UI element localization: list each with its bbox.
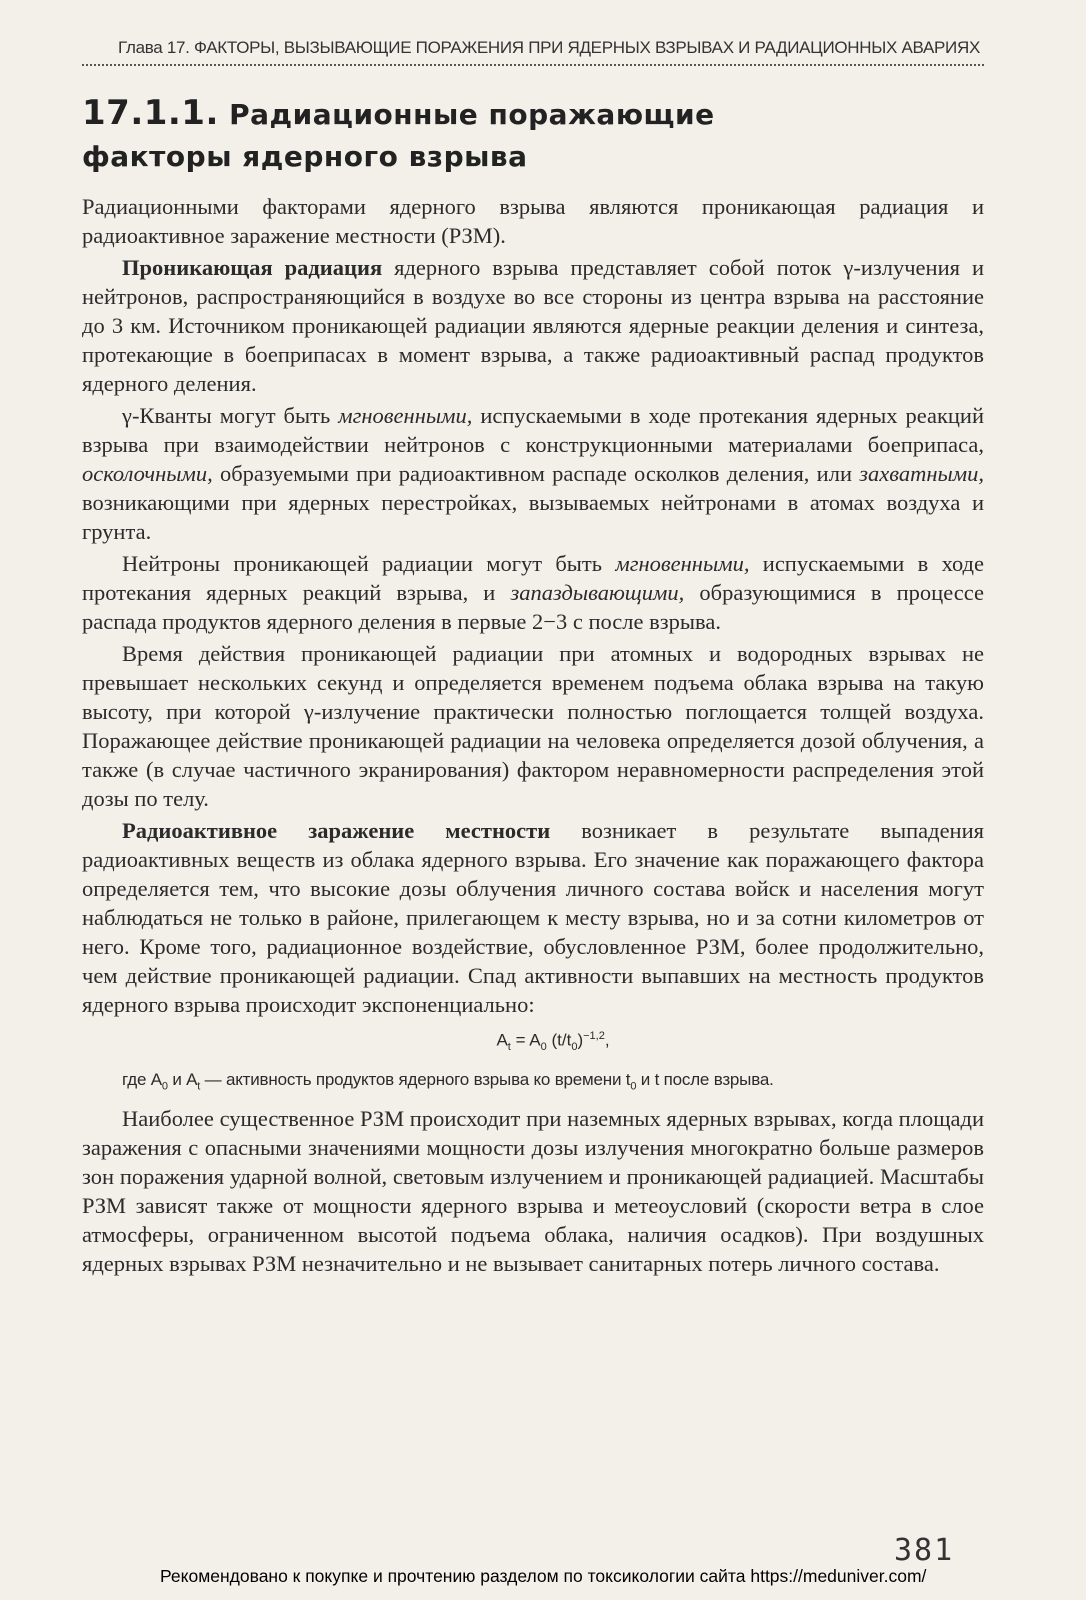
body-text [82, 192, 984, 1281]
term-capture: захватными, [859, 461, 984, 486]
formula-legend [82, 1065, 984, 1101]
running-head: Глава 17. ФАКТОРЫ, ВЫЗЫВАЮЩИЕ ПОРАЖЕНИЯ ПРИ ЯДЕРНЫХ ВЗРЫВАХ И РАДИАЦИОННЫХ АВАРИЯХ [118, 38, 980, 57]
formula-sub: t [507, 1041, 511, 1054]
formula-sub: 0 [540, 1041, 547, 1054]
paragraph-text: ядерного взрыва представляет собой поток γ-излучения и нейтронов, распространяющийся в воздухе во все стороны из центра взрыва на расстояние до 3 км. Источником проникающей радиации являются ядерные реакции деления и синтеза, протекающие в боеприпасах в момент взрыва, а также радиоактивный распад продуктов ядерного деления. [82, 255, 984, 396]
paragraph-text: испускаемыми в ходе протекания ядерных реакций взрыва при взаимодействии нейтронов с конструкционными материалами боеприпаса, [82, 403, 984, 457]
paragraph-ground-bursts: Наиболее существенное РЗМ происходит при наземных ядерных взрывах, когда площади заражения с опасными значениями мощности дозы излучения многократно больше размеров зон поражения ударной волной, световым излучением и проникающей радиацией. Масштабы РЗМ зависят также от мощности ядерного взрыва и метеоусловий (скорости ветра в слое атмосферы, ограниченном высотой подъема облака, наличия осадков). При воздушных ядерных взрывах РЗМ незначительно и не вызывает санитарных потерь личного состава. [82, 1106, 984, 1277]
section-number: 17.1.1. [82, 93, 219, 133]
paragraph-text: возникающими при ядерных перестройках, вызываемых нейтронами в атомах воздуха и грунта. [82, 490, 984, 544]
formula-part: A [496, 1030, 508, 1050]
page-number: 381 [894, 1533, 955, 1568]
footer-note: Рекомендовано к покупке и прочтению разделом по токсикологии сайта https://meduniver.com/ [160, 1566, 927, 1586]
term-contamination: Радиоактивное заражение местности [122, 818, 551, 843]
formula-part: ) [577, 1030, 584, 1050]
paragraph-text: γ-Кванты могут быть [122, 403, 339, 428]
term-fragment: осколочными, [82, 461, 213, 486]
paragraph-intro: Радиационными факторами ядерного взрыва являются проникающая радиация и радиоактивное заражение местности (РЗМ). [82, 194, 984, 248]
formula-sub: 0 [571, 1041, 578, 1054]
legend-sub: t [197, 1080, 201, 1093]
decay-formula [82, 1022, 984, 1062]
term-instant: мгновенными, [338, 403, 473, 428]
paragraph-neutrons [82, 549, 984, 636]
paragraph-text: возникает в результате выпадения радиоактивных веществ из облака ядерного взрыва. Его значение как поражающего фактора определяется тем, что высокие дозы облучения личного состава войск и населения могут наблюдаться не только в районе, прилегающем к месту взрыва, но и за сотни километров от него. Кроме того, радиационное воздействие, обусловленное РЗМ, более продолжительно, чем действие проникающей радиации. Спад активности выпавших на местность продуктов ядерного взрыва происходит экспоненциально: [82, 818, 984, 1017]
paragraph-text: образуемыми при радиоактивном распаде осколков деления, или [212, 461, 860, 486]
paragraph-contamination [82, 816, 984, 1019]
section-title-line1: Радиационные поражающие [229, 98, 715, 131]
formula-exponent: −1,2 [583, 1030, 605, 1042]
paragraph-action-time: Время действия проникающей радиации при атомных и водородных взрывах не превышает нескольких секунд и определяется временем подъема облака взрыва на такую высоту, при которой γ-излучение практически полностью поглощается толщей воздуха. Поражающее действие проникающей радиации на человека определяется дозой облучения, а также (в случае частичного экранирования) фактором неравномерности распределения этой дозы по телу. [82, 641, 984, 811]
legend-sub: 0 [161, 1080, 168, 1093]
formula-part: (t/t [546, 1030, 572, 1050]
formula-part: = A [510, 1030, 541, 1050]
term-instant: мгновенными, [615, 551, 750, 576]
legend-sub: 0 [630, 1080, 637, 1093]
section-title-line2: факторы ядерного взрыва [82, 140, 528, 173]
paragraph-text: образующимися в процессе распада продуктов ядерного деления в первые 2−3 с после взрыва. [82, 580, 984, 634]
legend-text: — активность продуктов ядерного взрыва ко времени t [200, 1070, 631, 1090]
paragraph-penetrating-radiation [82, 253, 984, 398]
section-heading [82, 92, 982, 178]
paragraph-text: испускаемыми в ходе протекания ядерных реакций взрыва, и [82, 551, 984, 605]
paragraph-gamma-quanta [82, 401, 984, 546]
paragraph-text: Нейтроны проникающей радиации могут быть [122, 551, 616, 576]
header-rule [82, 64, 984, 66]
legend-text: и A [167, 1070, 198, 1090]
term-penetrating-radiation: Проникающая радиация [122, 255, 383, 280]
term-delayed: запаздывающими, [510, 580, 685, 605]
legend-text: и t после взрыва. [636, 1070, 774, 1090]
legend-text: где A [122, 1070, 162, 1090]
formula-part: , [604, 1030, 610, 1050]
